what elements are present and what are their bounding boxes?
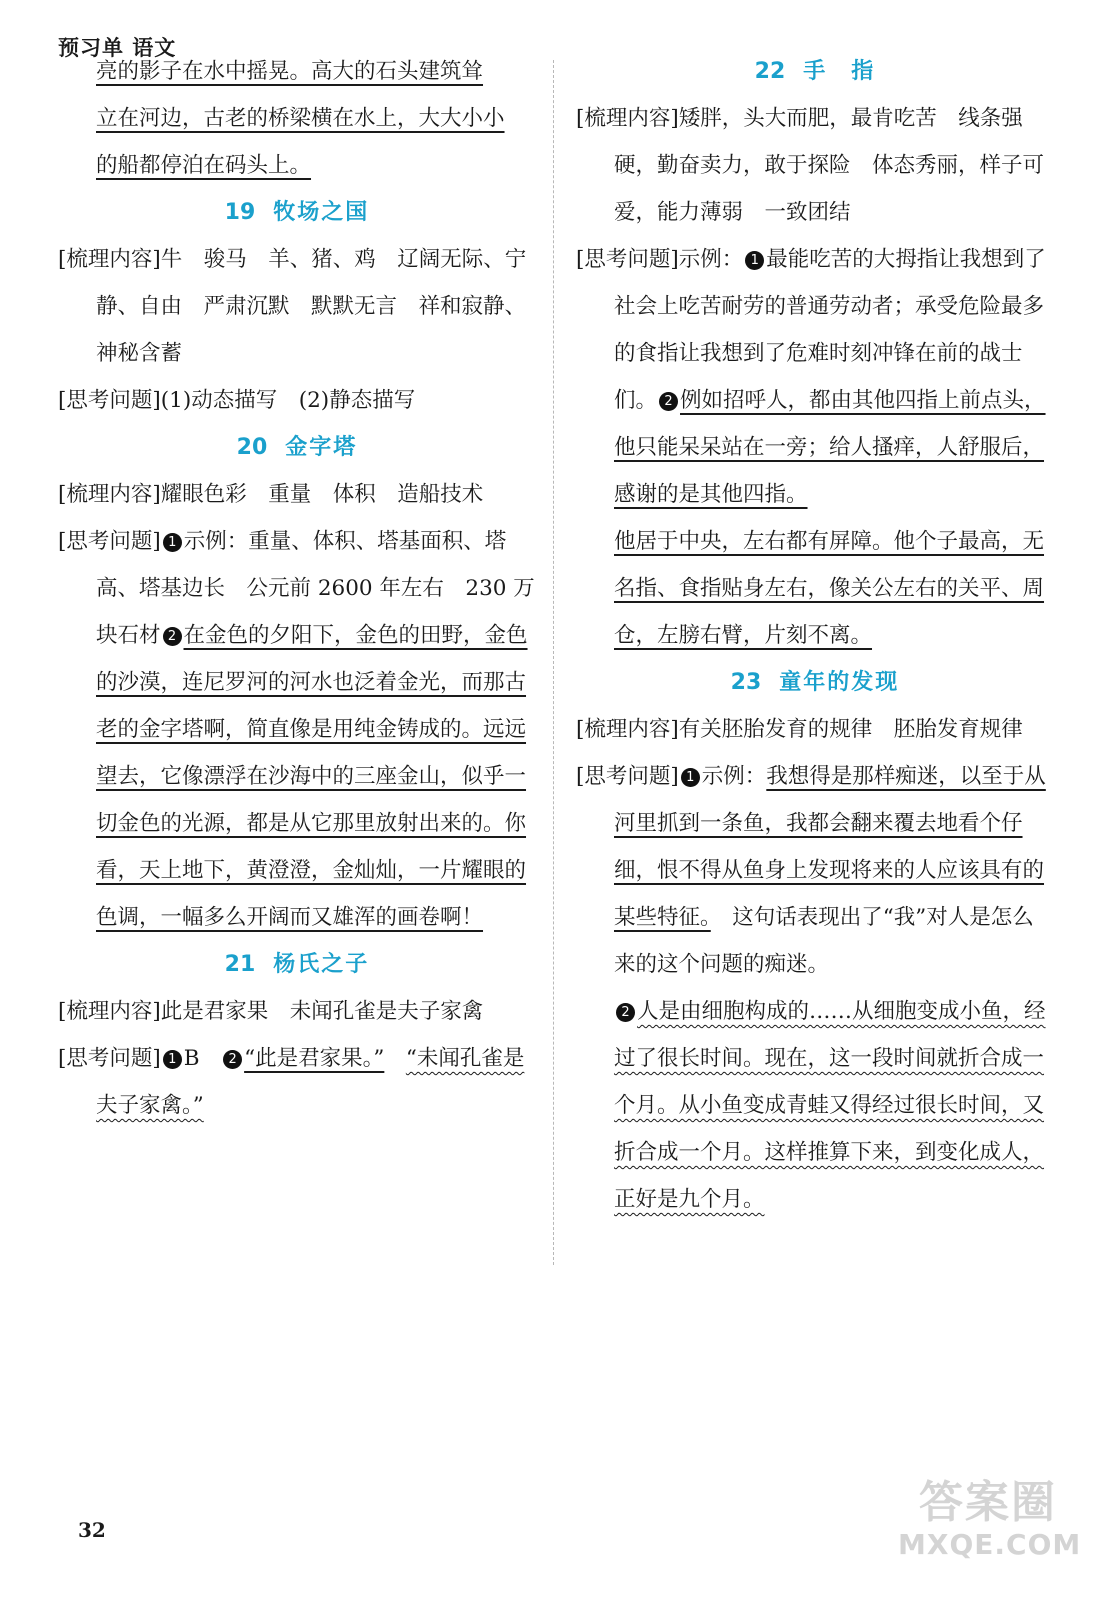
lesson-number: 19	[224, 200, 256, 225]
answer-text: 耀眼色彩 重量 体积 造船技术	[160, 482, 484, 507]
sort-content-tag: [梳理内容]	[576, 106, 679, 131]
circled-number: 2	[223, 1050, 242, 1069]
lesson-23-sort-content	[576, 706, 1054, 753]
lesson-22-think	[576, 236, 1054, 518]
answer-text: 牛 骏马 羊、猪、鸡 辽阔无际、宁静、自由 严肃沉默 默默无言 祥和寂静、神秘含蓄	[96, 247, 527, 366]
lesson-22-title	[576, 48, 1054, 95]
watermark	[898, 1477, 1082, 1562]
underlined-quote: “此是君家果。”	[244, 1046, 385, 1071]
underlined-answer: 他居于中央，左右都有屏障。他个子最高，无名指、食指贴身左右，像关公左右的关平、周仓，左膀右臂，片刻不离。	[614, 529, 1045, 648]
column-divider	[553, 60, 554, 1265]
watermark-logo: 答案圈	[919, 1477, 1057, 1528]
circled-number: 1	[681, 768, 700, 787]
answer-text: 有关胚胎发育的规律 胚胎发育规律	[678, 717, 1023, 742]
underlined-answer: 在金色的夕阳下，金色的田野，金色的沙漠，连尼罗河的河水也泛着金光，而那古老的金字塔啊，简直像是用纯金铸成的。远远望去，它像漂浮在沙海中的三座金山，似乎一切金色的光源，都是从它那里放射出来的。你看，天上地下，黄澄澄，金灿灿，一片耀眼的色调，一幅多么开阔而又雄浑的画卷啊！	[96, 623, 528, 930]
think-question-tag: [思考问题]	[58, 1046, 161, 1071]
lesson-name: 童年的发现	[779, 670, 900, 695]
intro-line: 的船都停泊在码头上。	[96, 153, 312, 178]
lesson-23-title	[576, 659, 1054, 706]
answer-text: 矮胖，头大而肥，最肯吃苦 线条强硬，勤奋卖力，敢于探险 体态秀丽，样子可爱，能力薄弱 一致团结	[614, 106, 1045, 225]
lesson-name: 金字塔	[285, 435, 358, 460]
lesson-number: 23	[730, 670, 762, 695]
underlined-answer: 例如招呼人，都由其他四指上前点头，他只能呆呆站在一旁；给人搔痒，人舒服后，感谢的是其他四指。	[614, 388, 1046, 507]
intro-paragraph	[58, 48, 536, 189]
circled-number: 1	[163, 533, 182, 552]
lesson-19-sort-content	[58, 236, 536, 377]
answer-text: 这句话表现出了“我”对人是怎么来的这个问题的痴迷。	[614, 905, 1034, 977]
intro-line: 立在河边，古老的桥梁横在水上，大大小小	[96, 106, 505, 131]
circled-number: 1	[163, 1050, 182, 1069]
lesson-name: 手 指	[803, 59, 876, 84]
answer-text: B	[183, 1046, 200, 1071]
lesson-21-sort-content	[58, 988, 536, 1035]
circled-number: 2	[659, 392, 678, 411]
answer-text: (1)动态描写 (2)静态描写	[160, 388, 416, 413]
lesson-number: 20	[236, 435, 268, 460]
answer-text: 示例：	[701, 764, 767, 789]
sort-content-tag: [梳理内容]	[58, 247, 161, 272]
lesson-19-title	[58, 189, 536, 236]
circled-number: 2	[616, 1003, 635, 1022]
circled-number: 2	[163, 627, 182, 646]
lesson-21-think	[58, 1035, 536, 1129]
lesson-name: 牧场之国	[273, 200, 370, 225]
circled-number: 1	[745, 251, 764, 270]
answer-text: 示例：	[678, 247, 744, 272]
lesson-20-title	[58, 424, 536, 471]
answer-text: 示例：重量、体积、塔基面积、塔高、塔基边长 公元前 2600 年左右 230 万块石材	[96, 529, 535, 648]
lesson-21-title	[58, 941, 536, 988]
lesson-20-think	[58, 518, 536, 941]
lesson-20-sort-content	[58, 471, 536, 518]
underlined-answer: 我想得是那样痴迷，以至于从河里抓到一条鱼，我都会翻来覆去地看个仔细，恨不得从鱼身上发现将来的人应该具有的某些特征。	[614, 764, 1046, 930]
lesson-number: 21	[224, 952, 256, 977]
page-number: 32	[78, 1518, 106, 1542]
wavy-underlined-answer: 人是由细胞构成的……从细胞变成小鱼，经过了很长时间。现在，这一段时间就折合成一个月。从小鱼变成青蛙又得经过很长时间，又折合成一个月。这样推算下来，到变化成人，正好是九个月。	[614, 999, 1046, 1212]
lesson-23-think-part2	[576, 988, 1054, 1223]
think-question-tag: [思考问题]	[576, 764, 679, 789]
lesson-22-sort-content	[576, 95, 1054, 236]
sort-content-tag: [梳理内容]	[58, 482, 161, 507]
think-question-tag: [思考问题]	[576, 247, 679, 272]
sort-content-tag: [梳理内容]	[576, 717, 679, 742]
lesson-22-think-continued	[576, 518, 1054, 659]
intro-line: 亮的影子在水中摇晃。高大的石头建筑耸	[96, 59, 484, 84]
watermark-url: MXQE.COM	[898, 1528, 1082, 1561]
left-column	[58, 48, 536, 1129]
answer-text: 最能吃苦的大拇指让我想到了社会上吃苦耐劳的普通劳动者；承受危险最多的食指让我想到了危难时刻冲锋在前的战士们。	[614, 247, 1046, 413]
answer-text: 此是君家果 未闻孔雀是夫子家禽	[160, 999, 484, 1024]
page-header: 预习单 语文	[58, 36, 177, 60]
think-question-tag: [思考问题]	[58, 529, 161, 554]
lesson-number: 22	[754, 59, 786, 84]
lesson-name: 杨氏之子	[273, 952, 370, 977]
lesson-23-think	[576, 753, 1054, 988]
lesson-19-think	[58, 377, 536, 424]
right-column	[576, 48, 1054, 1223]
think-question-tag: [思考问题]	[58, 388, 161, 413]
sort-content-tag: [梳理内容]	[58, 999, 161, 1024]
wavy-underlined-quote: “未闻孔雀是夫子家禽。”	[96, 1046, 525, 1118]
